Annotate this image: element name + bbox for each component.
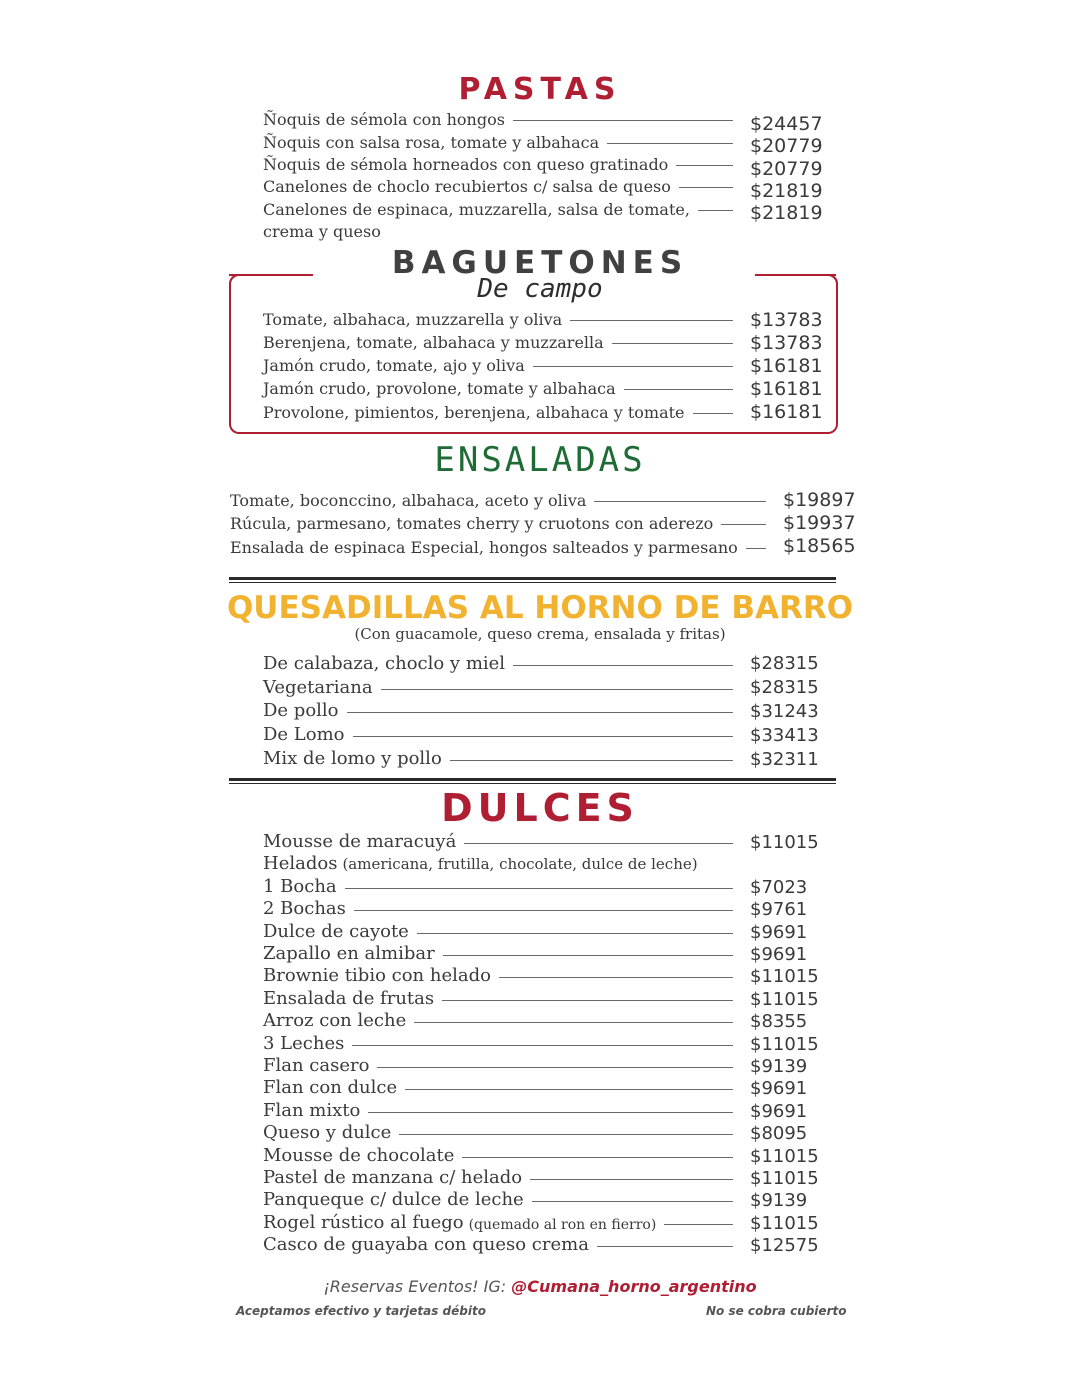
item-name: Canelones de choclo recubiertos c/ salsa de queso [263,177,671,196]
dotted-leader [607,143,733,144]
cubierto-note: No se cobra cubierto [706,1304,847,1318]
item-price: $19937 [783,512,856,534]
item-price: $12575 [750,1235,819,1257]
menu-item [263,1100,741,1121]
menu-item [263,724,741,745]
item-name: De pollo [263,700,339,721]
item-name: 3 Leches [263,1032,345,1054]
item-price: $20779 [750,158,823,180]
menu-item [263,1033,741,1054]
item-price: $28315 [750,677,819,698]
menu-item [263,677,741,698]
dotted-leader [368,1112,733,1113]
item-name: Rúcula, parmesano, tomates cherry y cruotons con aderezo [230,514,714,533]
item-price: $21819 [750,202,823,224]
menu-item [263,1145,741,1166]
item-name: Ñoquis de sémola horneados con queso gratinado [263,155,669,174]
item-name: Jamón crudo, tomate, ajo y oliva [263,356,525,375]
dotted-leader [499,977,733,978]
dotted-leader [399,1134,733,1135]
item-price: $7023 [750,876,808,898]
helados-header [263,853,698,874]
reservas-line [0,1277,1080,1296]
helados-label: Helados [263,853,338,875]
menu-item [263,1167,741,1188]
item-name: 1 Bocha [263,875,337,897]
item-name-continued: crema y queso [263,222,381,241]
menu-item [230,491,774,510]
dotted-leader [693,413,733,414]
dotted-leader [676,165,733,166]
item-price: $31243 [750,701,819,722]
quesadillas-subtitle: (Con guacamole, queso crema, ensalada y fritas) [354,625,726,643]
menu-item [263,965,741,986]
dotted-leader [347,712,733,713]
menu-item [263,356,741,375]
dotted-leader [381,689,733,690]
dotted-leader [533,366,733,367]
item-price: $9139 [750,1056,808,1077]
item-name: Tomate, boconccino, albahaca, aceto y oliva [230,491,587,510]
dotted-leader [352,1045,733,1046]
dotted-leader [570,320,733,321]
item-price: $9691 [750,1100,808,1122]
item-name: Pastel de manzana c/ helado [263,1167,523,1188]
menu-item [263,748,741,769]
item-note: (quemado al ron en fierro) [468,1216,657,1233]
dotted-leader [442,1000,733,1001]
dotted-leader [377,1067,733,1068]
dotted-leader [530,1179,733,1180]
dotted-leader [597,1246,733,1247]
item-price: $16181 [750,401,823,423]
item-name: Ñoquis de sémola con hongos [263,110,505,129]
item-name: Flan con dulce [263,1077,398,1099]
dotted-leader [353,736,733,737]
item-price: $33413 [750,725,819,746]
item-name: Mousse de maracuyá [263,831,457,852]
item-name: Panqueque c/ dulce de leche [263,1189,524,1211]
item-name: 2 Bochas [263,898,346,920]
item-name: Berenjena, tomate, albahaca y muzzarella [263,333,604,352]
menu-item [263,898,741,919]
menu-item [263,1122,741,1143]
item-price: $16181 [750,378,823,400]
item-price: $9691 [750,944,808,965]
item-price: $11015 [750,1168,819,1189]
item-price: $19897 [783,489,856,511]
item-name: Rogel rústico al fuego [263,1211,464,1233]
item-price: $28315 [750,653,819,674]
menu-item [263,155,741,174]
item-price: $8095 [750,1123,808,1145]
dotted-leader [612,343,733,344]
dotted-leader [443,955,733,956]
item-price: $9691 [750,921,808,943]
menu-item [263,177,741,196]
menu-item [263,200,741,219]
menu-item [263,988,741,1009]
menu-item [263,1212,741,1233]
dotted-leader [532,1201,733,1202]
item-price: $9139 [750,1190,808,1212]
dotted-leader [624,389,733,390]
item-name: Ensalada de espinaca Especial, hongos salteados y parmesano [230,538,738,557]
item-price: $13783 [750,309,823,331]
menu-item [263,943,741,964]
item-name: Jamón crudo, provolone, tomate y albahaca [263,379,616,398]
menu-item [263,700,741,721]
baguetones-subtitle: De campo [477,274,603,304]
pastas-title: PASTAS [458,72,622,107]
item-name: Tomate, albahaca, muzzarella y oliva [263,310,563,329]
menu-item [263,1055,741,1076]
menu-item [230,514,774,533]
dotted-leader [417,933,733,934]
dotted-leader [414,1022,733,1023]
dotted-leader [513,120,733,121]
dotted-leader [698,210,733,211]
menu-item [263,403,741,422]
item-name: Mix de lomo y pollo [263,748,442,769]
menu-item [263,1010,741,1031]
item-price: $11015 [750,1033,819,1055]
dotted-leader [513,665,733,666]
item-name: De calabaza, choclo y miel [263,653,506,674]
baguetones-title: BAGUETONES [391,245,689,281]
instagram-handle[interactable]: @Cumana_horno_argentino [511,1277,757,1296]
quesadillas-title: QUESADILLAS AL HORNO DE BARRO [226,590,854,626]
item-name: Dulce de cayote [263,920,409,942]
item-name: Brownie tibio con helado [263,965,491,987]
dotted-leader [679,187,733,188]
item-price: $9691 [750,1078,808,1100]
menu-item [263,921,741,942]
menu-item [230,538,774,557]
dotted-leader [664,1224,733,1225]
item-name: Flan casero [263,1055,370,1076]
item-name: Mousse de chocolate [263,1144,455,1166]
menu-item [263,831,741,852]
item-price: $11015 [750,1212,819,1234]
item-price: $11015 [750,832,819,853]
item-name: De Lomo [263,724,345,745]
dotted-leader [721,524,766,525]
menu-item [263,379,741,398]
item-price: $16181 [750,355,823,377]
menu-item [263,653,741,674]
menu-item [263,876,741,897]
menu-item [263,310,741,329]
item-price: $18565 [783,535,856,557]
item-price: $13783 [750,332,823,354]
ensaladas-title: ENSALADAS [434,440,646,480]
dotted-leader [354,910,733,911]
item-name: Vegetariana [263,677,373,698]
dotted-leader [405,1089,733,1090]
item-price: $21819 [750,180,823,202]
item-price: $11015 [750,988,819,1010]
payment-note: Aceptamos efectivo y tarjetas débito [236,1304,486,1318]
item-name: Zapallo en almibar [263,943,435,964]
menu-item [263,333,741,352]
section-divider [229,778,836,784]
item-price: $11015 [750,1145,819,1167]
item-name: Arroz con leche [263,1010,407,1032]
item-price: $8355 [750,1011,808,1033]
item-name: Casco de guayaba con queso crema [263,1234,589,1256]
helados-note: (americana, frutilla, chocolate, dulce de leche) [342,855,698,874]
item-name: Ensalada de frutas [263,987,435,1009]
item-name: Flan mixto [263,1099,361,1121]
item-price: $11015 [750,966,819,988]
dotted-leader [450,760,733,761]
item-price: $9761 [750,899,808,921]
dotted-leader [462,1157,733,1158]
menu-item [263,133,741,152]
dulces-title: DULCES [441,786,639,830]
dotted-leader [746,548,766,549]
menu-item [263,110,741,129]
dotted-leader [464,843,733,844]
item-price: $24457 [750,113,823,135]
menu-item [263,1077,741,1098]
item-name: Canelones de espinaca, muzzarella, salsa de tomate, [263,200,690,219]
menu-item [263,1189,741,1210]
dotted-leader [594,501,766,502]
section-divider [229,577,836,583]
dotted-leader [345,888,733,889]
item-name: Provolone, pimientos, berenjena, albahaca y tomate [263,403,685,422]
item-name: Queso y dulce [263,1122,392,1144]
menu-item [263,1234,741,1255]
item-name: Ñoquis con salsa rosa, tomate y albahaca [263,133,600,152]
item-price: $32311 [750,749,819,770]
reservas-text: ¡Reservas Eventos! IG: [323,1277,512,1296]
item-price: $20779 [750,135,823,157]
